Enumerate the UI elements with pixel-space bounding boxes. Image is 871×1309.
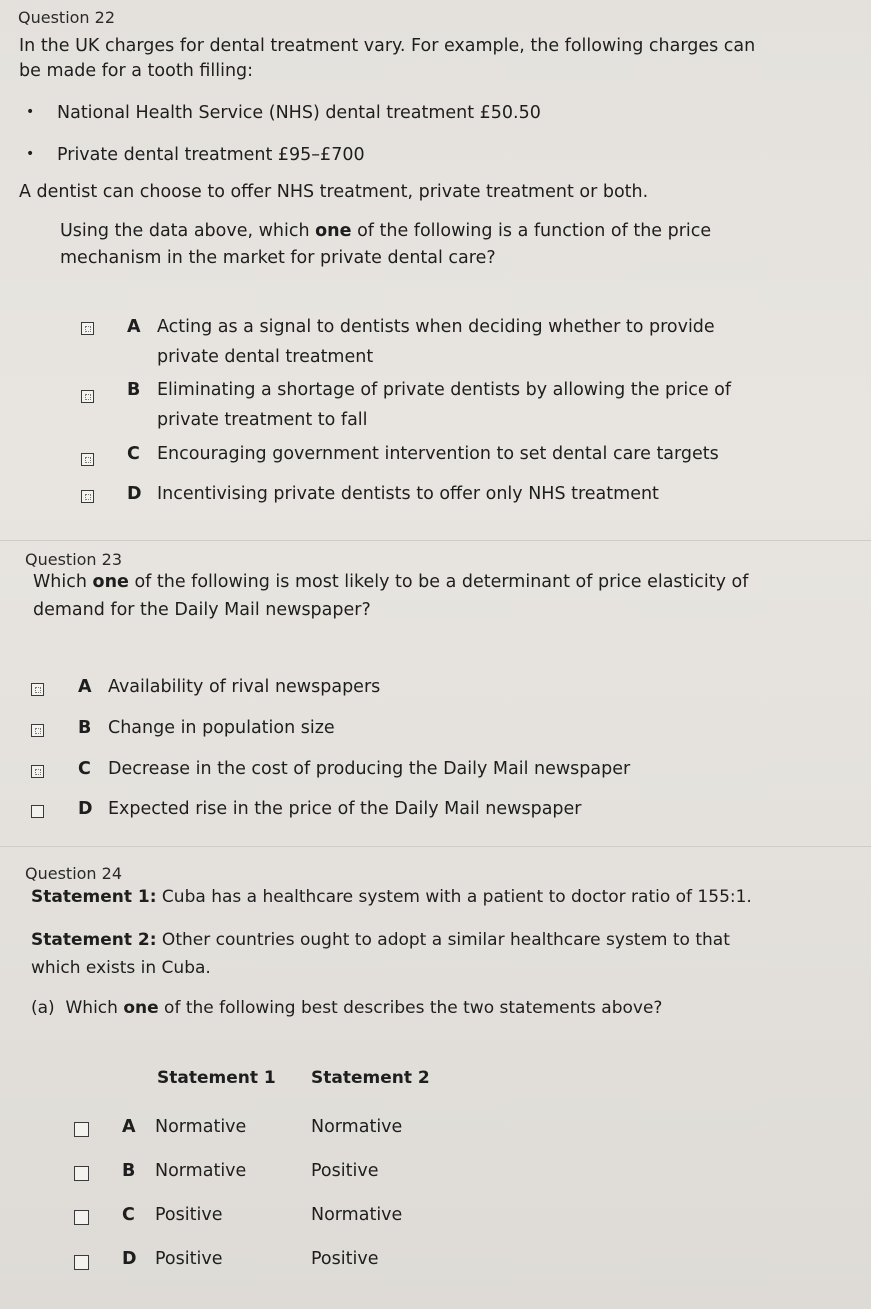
q23-option-d-checkbox[interactable] [31,805,44,818]
q22-option-b-line1: B Eliminating a shortage of private dentists by allowing the price of [127,380,732,400]
q22-sentence: A dentist can choose to offer NHS treatment, private treatment or both. [19,182,649,202]
q23-option-a: A Availability of rival newspapers [78,677,381,697]
q24-statement-1: Statement 1: Cuba has a healthcare system with a patient to doctor ratio of 155:1. [31,887,752,907]
q24-option-a-s1: Normative [155,1117,247,1137]
q22-bullet-nhs: National Health Service (NHS) dental treatment £50.50 [57,103,541,123]
q24-option-b-s1: Normative [155,1161,247,1181]
question-22-heading: Question 22 [18,8,116,27]
q23-question-line2: demand for the Daily Mail newspaper? [33,600,371,620]
q23-option-b: B Change in population size [78,718,335,738]
q23-option-c: C Decrease in the cost of producing the Daily Mail newspaper [78,759,631,779]
q23-option-b-checkbox[interactable] [31,724,44,737]
q22-question-line2: mechanism in the market for private dental care? [60,248,496,268]
q24-option-a-checkbox[interactable] [74,1122,89,1137]
section-divider [0,846,871,847]
q24-option-a-s2: Normative [311,1117,403,1137]
q24-option-c-s2: Normative [311,1205,403,1225]
q24-option-c-checkbox[interactable] [74,1210,89,1225]
column-header-statement-1: Statement 1 [157,1068,276,1088]
q22-question-line1: Using the data above, which one of the following is a function of the price [60,221,712,241]
q24-statement-2-line2: which exists in Cuba. [31,958,211,978]
q22-option-b-checkbox[interactable] [81,390,94,403]
bullet-icon: • [26,146,35,162]
q23-option-c-checkbox[interactable] [31,765,44,778]
q22-option-c-line1: C Encouraging government intervention to set dental care targets [127,444,719,464]
q24-option-d-s1: Positive [155,1249,223,1269]
question-23-heading: Question 23 [25,550,123,569]
q24-statement-2: Statement 2: Other countries ought to adopt a similar healthcare system to that [31,930,730,950]
q24-option-b-checkbox[interactable] [74,1166,89,1181]
q23-option-d: D Expected rise in the price of the Daily Mail newspaper [78,799,582,819]
bullet-icon: • [26,104,35,120]
q22-intro-line1: In the UK charges for dental treatment vary. For example, the following charges can [19,36,756,56]
q24-option-a-letter: A [122,1117,136,1137]
q24-option-d-letter: D [122,1249,137,1269]
q22-option-d-checkbox[interactable] [81,490,94,503]
q22-option-d-line1: D Incentivising private dentists to offer only NHS treatment [127,484,659,504]
q24-option-b-letter: B [122,1161,136,1181]
q23-question-line1: Which one of the following is most likely to be a determinant of price elasticity of [33,572,749,592]
q22-option-c-checkbox[interactable] [81,453,94,466]
column-header-statement-2: Statement 2 [311,1068,430,1088]
q24-question: (a) Which one of the following best describes the two statements above? [31,998,663,1018]
q23-option-a-checkbox[interactable] [31,683,44,696]
question-24-heading: Question 24 [25,864,123,883]
q24-option-d-s2: Positive [311,1249,379,1269]
q22-bullet-private: Private dental treatment £95–£700 [57,145,365,165]
q24-option-b-s2: Positive [311,1161,379,1181]
q24-option-c-s1: Positive [155,1205,223,1225]
q22-intro-line2: be made for a tooth filling: [19,61,254,81]
q24-option-c-letter: C [122,1205,135,1225]
q24-option-d-checkbox[interactable] [74,1255,89,1270]
q22-option-a-checkbox[interactable] [81,322,94,335]
section-divider [0,540,871,541]
q22-option-a-line1: A Acting as a signal to dentists when deciding whether to provide [127,317,715,337]
q22-option-b-line2: private treatment to fall [157,410,368,430]
q22-option-a-line2: private dental treatment [157,347,374,367]
